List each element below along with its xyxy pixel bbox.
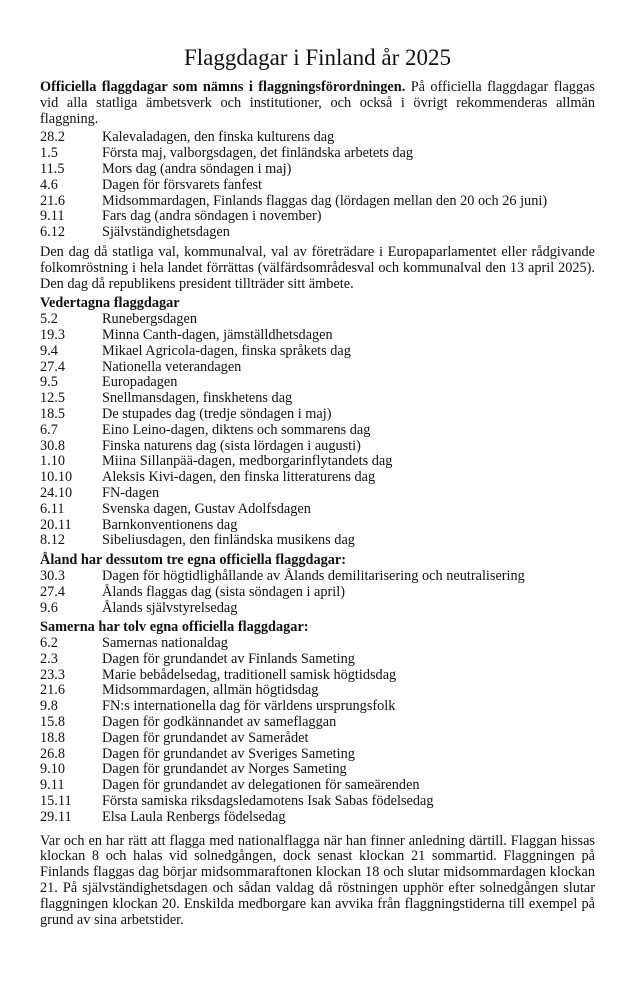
flag-day-date: 6.7 bbox=[40, 421, 58, 438]
flag-day-description: Dagen för försvarets fanfest bbox=[102, 176, 262, 193]
flag-day-row bbox=[40, 518, 595, 534]
intro-bold: Officiella flaggdagar som nämns i flaggningsförordningen. bbox=[40, 79, 406, 95]
flag-day-description: Elsa Laula Renbergs födelsedag bbox=[102, 808, 286, 825]
flag-day-date: 8.12 bbox=[40, 532, 66, 549]
flag-day-description: Mors dag (andra söndagen i maj) bbox=[102, 160, 292, 177]
flag-day-row bbox=[40, 344, 595, 360]
flag-day-date: 28.2 bbox=[40, 129, 66, 146]
flag-day-date: 24.10 bbox=[40, 484, 73, 501]
flag-day-description: Dagen för högtidlighållande av Ålands demilitarisering och neutralisering bbox=[102, 567, 525, 584]
flag-day-description: Dagen för godkännandet av sameflaggan bbox=[102, 714, 337, 731]
flag-day-date: 21.6 bbox=[40, 682, 66, 699]
flag-day-description: Sibeliusdagen, den finländska musikens dag bbox=[102, 532, 355, 549]
flag-day-description: Finska naturens dag (sista lördagen i augusti) bbox=[102, 437, 361, 454]
flag-day-date: 10.10 bbox=[40, 469, 73, 486]
flag-day-description: Första maj, valborgsdagen, det finländska arbetets dag bbox=[102, 145, 414, 162]
flag-day-description: Ålands flaggas dag (sista söndagen i april) bbox=[102, 583, 345, 600]
customary-flag-days-list bbox=[40, 312, 595, 549]
aland-heading: Åland har dessutom tre egna officiella flaggdagar: bbox=[40, 552, 347, 569]
flag-day-row bbox=[40, 636, 595, 652]
flag-day-row bbox=[40, 178, 595, 194]
flag-day-date: 9.10 bbox=[40, 761, 66, 778]
flag-day-description: Fars dag (andra söndagen i november) bbox=[102, 208, 322, 225]
flag-day-description: Svenska dagen, Gustav Adolfsdagen bbox=[102, 500, 311, 517]
flag-day-row bbox=[40, 533, 595, 549]
flag-day-date: 20.11 bbox=[40, 516, 72, 533]
flag-day-row bbox=[40, 683, 595, 699]
flag-day-date: 4.6 bbox=[40, 176, 58, 193]
flag-day-row bbox=[40, 502, 595, 518]
flag-day-row bbox=[40, 731, 595, 747]
flag-day-row bbox=[40, 130, 595, 146]
flag-day-description: Dagen för grundandet av Finlands Sameting bbox=[102, 650, 355, 667]
flag-day-date: 21.6 bbox=[40, 192, 66, 209]
flag-day-date: 30.3 bbox=[40, 567, 66, 584]
flag-day-row bbox=[40, 407, 595, 423]
flag-day-row bbox=[40, 794, 595, 810]
flag-day-date: 2.3 bbox=[40, 650, 58, 667]
flag-day-description: Samernas nationaldag bbox=[102, 635, 228, 652]
flag-day-date: 19.3 bbox=[40, 326, 66, 343]
flag-day-row bbox=[40, 209, 595, 225]
flag-day-date: 26.8 bbox=[40, 745, 66, 762]
flag-day-description: Mikael Agricola-dagen, finska språkets dag bbox=[102, 342, 351, 359]
flag-day-date: 30.8 bbox=[40, 437, 66, 454]
flag-day-description: Aleksis Kivi-dagen, den finska litteraturens dag bbox=[102, 469, 376, 486]
flag-day-description: FN:s internationella dag för världens ursprungsfolk bbox=[102, 698, 396, 715]
aland-flag-days-list bbox=[40, 569, 595, 616]
flag-day-date: 27.4 bbox=[40, 583, 66, 600]
election-note: Den dag då statliga val, kommunalval, val av företrädare i Europaparlamentet eller rådgivande folkomröstning i hela landet förrättas (välfärdsområdesval och kommunalval den 13 april 2025). Den dag då republikens president tillträder sitt ämbete. bbox=[40, 243, 595, 292]
flag-day-row bbox=[40, 439, 595, 455]
flag-day-description: Dagen för grundandet av Norges Sameting bbox=[102, 761, 347, 778]
flag-day-date: 9.8 bbox=[40, 698, 58, 715]
flag-day-description: FN-dagen bbox=[102, 484, 160, 501]
flag-day-description: Europadagen bbox=[102, 374, 178, 391]
flag-day-description: Barnkonventionens dag bbox=[102, 516, 238, 533]
flag-day-date: 9.4 bbox=[40, 342, 58, 359]
flag-day-row bbox=[40, 225, 595, 241]
customary-heading: Vedertagna flaggdagar bbox=[40, 295, 180, 312]
flag-day-date: 12.5 bbox=[40, 390, 66, 407]
flag-day-description: Nationella veterandagen bbox=[102, 358, 242, 375]
flag-day-date: 23.3 bbox=[40, 666, 66, 683]
flag-day-row bbox=[40, 778, 595, 794]
flag-day-description: Dagen för grundandet av Sveriges Sameting bbox=[102, 745, 355, 762]
flag-day-description: Ålands självstyrelsedag bbox=[102, 599, 238, 616]
flag-day-row bbox=[40, 423, 595, 439]
flag-day-date: 18.8 bbox=[40, 729, 66, 746]
flag-day-row bbox=[40, 569, 595, 585]
flag-day-date: 6.2 bbox=[40, 635, 58, 652]
flag-day-description: Dagen för grundandet av Samerådet bbox=[102, 729, 309, 746]
flag-day-date: 5.2 bbox=[40, 311, 58, 328]
flag-day-date: 29.11 bbox=[40, 808, 72, 825]
flag-day-date: 9.11 bbox=[40, 777, 65, 794]
flag-day-description: Miina Sillanpää-dagen, medborgarinflytandets dag bbox=[102, 453, 393, 470]
flag-day-date: 18.5 bbox=[40, 405, 66, 422]
flag-day-row bbox=[40, 699, 595, 715]
flag-day-description: Marie bebådelsedag, traditionell samisk högtidsdag bbox=[102, 666, 397, 683]
flag-day-row bbox=[40, 715, 595, 731]
flag-day-row bbox=[40, 652, 595, 668]
intro-paragraph bbox=[40, 80, 595, 127]
flag-day-row bbox=[40, 162, 595, 178]
flag-day-row bbox=[40, 470, 595, 486]
flag-day-description: Runebergsdagen bbox=[102, 311, 198, 328]
flag-day-date: 15.8 bbox=[40, 714, 66, 731]
flag-day-row bbox=[40, 146, 595, 162]
flag-day-row bbox=[40, 762, 595, 778]
flag-day-description: De stupades dag (tredje söndagen i maj) bbox=[102, 405, 332, 422]
flag-day-row bbox=[40, 360, 595, 376]
flag-day-row bbox=[40, 375, 595, 391]
flag-day-description: Eino Leino-dagen, diktens och sommarens dag bbox=[102, 421, 371, 438]
flag-day-date: 1.5 bbox=[40, 145, 58, 162]
flag-day-date: 11.5 bbox=[40, 160, 65, 177]
flag-day-description: Midsommardagen, allmän högtidsdag bbox=[102, 682, 319, 699]
flag-day-date: 27.4 bbox=[40, 358, 66, 375]
flag-day-date: 6.11 bbox=[40, 500, 65, 517]
flag-day-row bbox=[40, 328, 595, 344]
flag-day-description: Första samiska riksdagsledamotens Isak Sabas födelsedag bbox=[102, 793, 434, 810]
flag-day-date: 6.12 bbox=[40, 224, 66, 241]
flag-day-row bbox=[40, 312, 595, 328]
flag-day-date: 1.10 bbox=[40, 453, 66, 470]
flag-day-description: Midsommardagen, Finlands flaggas dag (lördagen mellan den 20 och 26 juni) bbox=[102, 192, 548, 209]
flag-day-date: 9.6 bbox=[40, 599, 58, 616]
official-flag-days-list bbox=[40, 130, 595, 241]
flag-day-date: 15.11 bbox=[40, 793, 72, 810]
page-title: Flaggdagar i Finland år 2025 bbox=[183, 45, 451, 70]
sami-flag-days-list bbox=[40, 636, 595, 826]
flag-day-date: 9.11 bbox=[40, 208, 65, 225]
flag-day-row bbox=[40, 601, 595, 617]
flag-day-description: Kalevaladagen, den finska kulturens dag bbox=[102, 129, 335, 146]
flag-day-row bbox=[40, 747, 595, 763]
flag-day-description: Minna Canth-dagen, jämställdhetsdagen bbox=[102, 326, 333, 343]
flag-day-row bbox=[40, 668, 595, 684]
flag-day-row bbox=[40, 810, 595, 826]
flag-day-row bbox=[40, 454, 595, 470]
flag-day-description: Dagen för grundandet av delegationen för sameärenden bbox=[102, 777, 420, 794]
flag-day-row bbox=[40, 391, 595, 407]
flag-day-description: Självständighetsdagen bbox=[102, 224, 230, 241]
closing-paragraph: Var och en har rätt att flagga med nationalflagga när han finner anledning därtill. Flaggan hissas klockan 8 och halas vid solnedgången, dock senast klockan 21 sommartid. Flaggningen på Finlands flaggas dag börjar midsommaraftonen klockan 18 och slutar midsommardagen klockan 21. På självständighetsdagen och sådan valdag då röstningen upphör efter solnedgången slutar flaggningen klockan 20. Enskilda medborgare kan avvika från flaggningstiderna till exempel på grund av sina arbetstider. bbox=[40, 832, 595, 928]
sami-heading: Samerna har tolv egna officiella flaggdagar: bbox=[40, 619, 309, 636]
intro-text: På officiella flaggdagar flaggas vid alla statliga ämbetsverk och institutioner, och också i övrigt rekommenderas allmän flaggning. bbox=[40, 79, 596, 127]
flag-day-row bbox=[40, 486, 595, 502]
flag-day-row bbox=[40, 194, 595, 210]
flag-day-date: 9.5 bbox=[40, 374, 58, 391]
flag-day-description: Snellmansdagen, finskhetens dag bbox=[102, 390, 293, 407]
flag-day-row bbox=[40, 585, 595, 601]
